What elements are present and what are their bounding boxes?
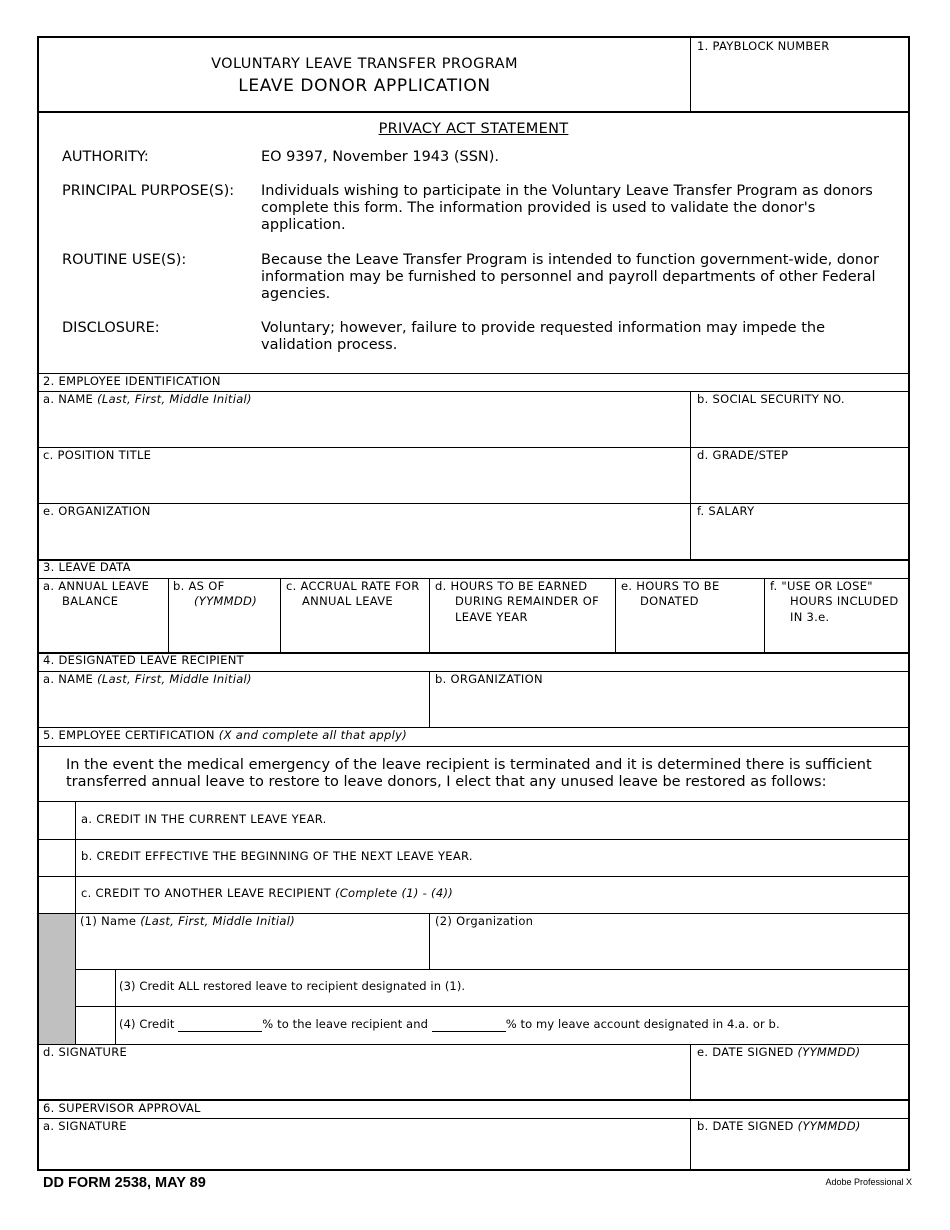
option-credit-all: (3) Credit ALL restored leave to recipient designated in (1). [119, 979, 466, 993]
salary-field[interactable] [691, 504, 912, 559]
ssn-field[interactable] [691, 392, 912, 448]
hours-donated-label-2: DONATED [640, 594, 699, 608]
authority-term: AUTHORITY: [62, 149, 149, 165]
other-recipient-organization-label: (2) Organization [435, 914, 534, 928]
option-credit-next-year: b. CREDIT EFFECTIVE THE BEGINNING OF THE NEXT LEAVE YEAR. [81, 849, 473, 863]
supervisor-signature-label: a. SIGNATURE [43, 1119, 127, 1133]
purpose-term: PRINCIPAL PURPOSE(S): [62, 183, 235, 199]
shaded-area [39, 914, 75, 1044]
producer-note: Adobe Professional X [825, 1177, 912, 1187]
hours-earned-field[interactable] [430, 579, 615, 652]
accrual-rate-field[interactable] [281, 579, 429, 652]
disclosure-term: DISCLOSURE: [62, 320, 160, 336]
form-frame [37, 36, 910, 1171]
purpose-text: Individuals wishing to participate in the Voluntary Leave Transfer Program as donors complete this form. The information provided is used to validate the donor's application. [261, 183, 873, 233]
accrual-rate-label-1: c. ACCRUAL RATE FOR [286, 579, 420, 593]
organization-label: e. ORGANIZATION [43, 504, 151, 518]
recipient-name-label: a. NAME (Last, First, Middle Initial) [43, 672, 252, 686]
checkbox-credit-current-year[interactable] [39, 802, 75, 839]
position-title-label: c. POSITION TITLE [43, 448, 152, 462]
recipient-organization-label: b. ORGANIZATION [435, 672, 543, 686]
checkbox-credit-all[interactable] [76, 970, 115, 1006]
form-title: LEAVE DONOR APPLICATION [238, 76, 491, 96]
grade-step-label: d. GRADE/STEP [697, 448, 789, 462]
accrual-rate-label-2: ANNUAL LEAVE [302, 594, 393, 608]
checkbox-credit-another-recipient[interactable] [39, 877, 75, 913]
payblock-label: 1. PAYBLOCK NUMBER [697, 39, 830, 53]
form-title-block [39, 38, 690, 112]
position-title-field[interactable] [39, 448, 690, 503]
recipient-organization-field[interactable] [430, 672, 912, 727]
use-or-lose-label-3: IN 3.e. [790, 610, 830, 624]
annual-leave-label-1: a. ANNUAL LEAVE [43, 579, 150, 593]
checkbox-credit-split[interactable] [76, 1007, 115, 1044]
certification-intro: In the event the medical emergency of the leave recipient is terminated and it is determined there is sufficient transferred annual leave to restore to leave donors, I elect that any unused leave be restored as follows: [66, 757, 872, 790]
employee-signature-field[interactable] [39, 1045, 690, 1100]
section5-heading: 5. EMPLOYEE CERTIFICATION (X and complete all that apply) [43, 728, 408, 742]
routine-use-text: Because the Leave Transfer Program is intended to function government-wide, donor information may be furnished to personnel and payroll departments of other Federal agencies. [261, 252, 879, 302]
option-credit-split: (4) Credit % to the leave recipient and % to my leave account designated in 4.a. or b. [119, 1017, 780, 1031]
routine-use-term: ROUTINE USE(S): [62, 252, 187, 268]
disclosure-text: Voluntary; however, failure to provide requested information may impede the validation process. [261, 320, 825, 353]
section6-heading: 6. SUPERVISOR APPROVAL [43, 1101, 201, 1115]
annual-leave-balance-field[interactable] [39, 579, 168, 652]
use-or-lose-field[interactable] [765, 579, 912, 652]
ssn-label: b. SOCIAL SECURITY NO. [697, 392, 845, 406]
section4-heading: 4. DESIGNATED LEAVE RECIPIENT [43, 653, 244, 667]
employee-date-signed-field[interactable] [691, 1045, 912, 1100]
section3-heading: 3. LEAVE DATA [43, 560, 131, 574]
other-recipient-organization-field[interactable] [430, 914, 912, 969]
section2-heading: 2. EMPLOYEE IDENTIFICATION [43, 374, 221, 388]
donor-percent-input[interactable] [432, 1019, 506, 1032]
employee-name-label: a. NAME (Last, First, Middle Initial) [43, 392, 252, 406]
supervisor-date-signed-field[interactable] [691, 1119, 912, 1171]
organization-field[interactable] [39, 504, 690, 559]
grade-step-field[interactable] [691, 448, 912, 503]
annual-leave-label-2: BALANCE [62, 594, 119, 608]
employee-date-signed-label: e. DATE SIGNED (YYMMDD) [697, 1045, 861, 1059]
employee-name-field[interactable] [39, 392, 690, 448]
checkbox-credit-next-year[interactable] [39, 840, 75, 876]
hours-earned-label-3: LEAVE YEAR [455, 610, 528, 624]
use-or-lose-label-1: f. "USE OR LOSE" [770, 579, 873, 593]
other-recipient-name-label: (1) Name (Last, First, Middle Initial) [80, 914, 295, 928]
hours-earned-label-1: d. HOURS TO BE EARNED [435, 579, 588, 593]
recipient-name-field[interactable] [39, 672, 429, 727]
hours-donated-label-1: e. HOURS TO BE [621, 579, 720, 593]
privacy-heading: PRIVACY ACT STATEMENT [378, 121, 569, 137]
other-recipient-name-field[interactable] [76, 914, 429, 969]
as-of-label-2: (YYMMDD) [194, 594, 257, 608]
supervisor-date-signed-label: b. DATE SIGNED (YYMMDD) [697, 1119, 861, 1133]
authority-text: EO 9397, November 1943 (SSN). [261, 149, 500, 165]
option-credit-current-year: a. CREDIT IN THE CURRENT LEAVE YEAR. [81, 812, 327, 826]
employee-signature-label: d. SIGNATURE [43, 1045, 128, 1059]
program-name: VOLUNTARY LEAVE TRANSFER PROGRAM [211, 56, 518, 72]
form-number: DD FORM 2538, MAY 89 [43, 1175, 206, 1191]
payblock-field[interactable] [691, 38, 912, 112]
salary-label: f. SALARY [697, 504, 755, 518]
use-or-lose-label-2: HOURS INCLUDED [790, 594, 899, 608]
option-credit-another-recipient: c. CREDIT TO ANOTHER LEAVE RECIPIENT (Complete (1) - (4)) [81, 886, 454, 900]
recipient-percent-input[interactable] [178, 1019, 262, 1032]
supervisor-signature-field[interactable] [39, 1119, 690, 1171]
hours-donated-field[interactable] [616, 579, 764, 652]
hours-earned-label-2: DURING REMAINDER OF [455, 594, 599, 608]
as-of-label-1: b. AS OF [173, 579, 225, 593]
as-of-field[interactable] [169, 579, 280, 652]
